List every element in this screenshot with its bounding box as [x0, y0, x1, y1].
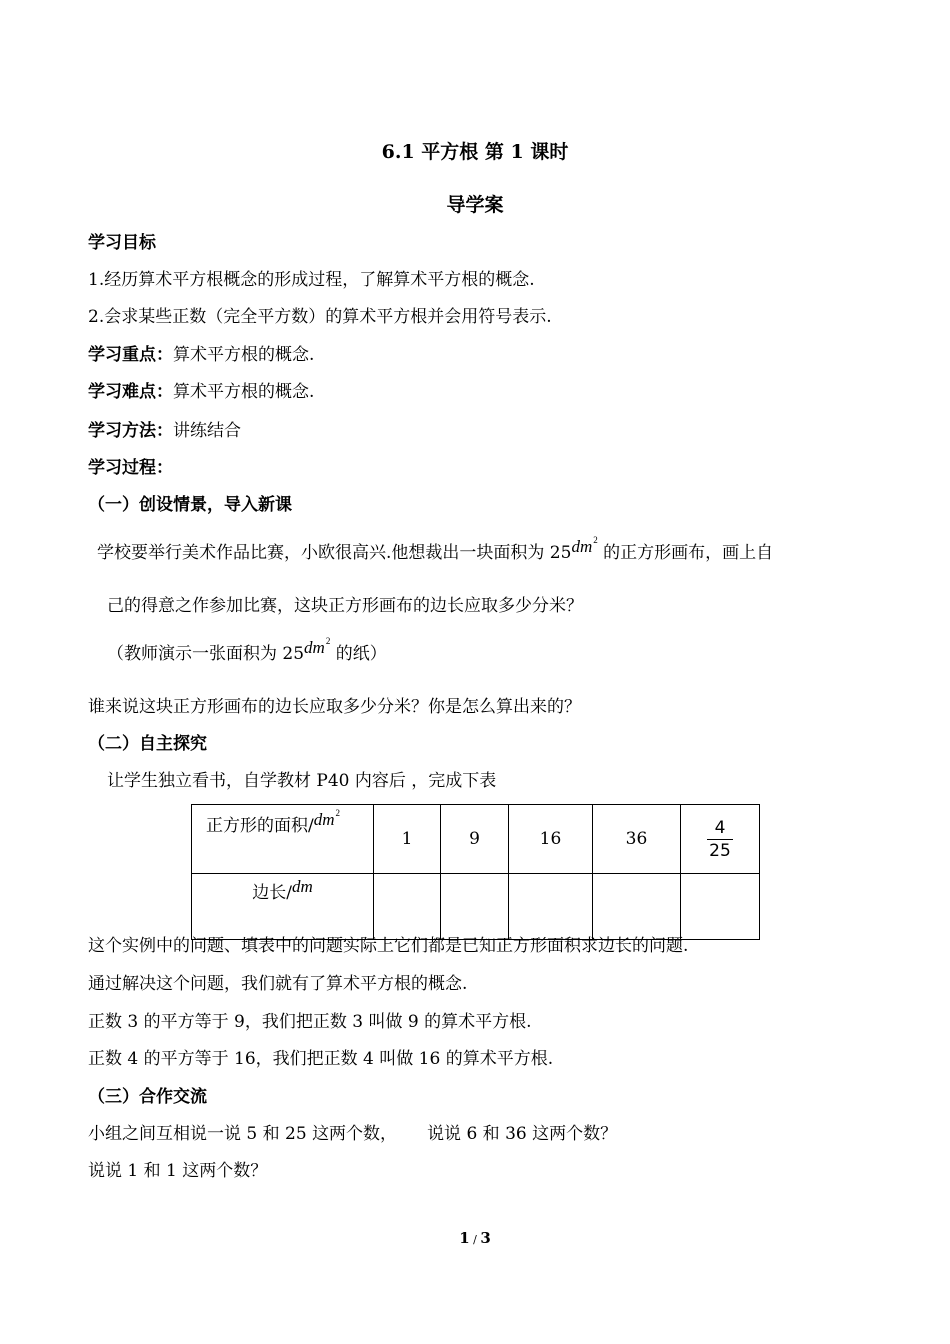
section3-line-2: 说说 1 和 1 这两个数？	[88, 1161, 268, 1181]
section2-heading: （二）自主探究	[88, 734, 207, 754]
section1-question: 谁来说这块正方形画布的边长应取多少分米？你是怎么算出来的？	[88, 697, 581, 717]
page-number: 1 / 3	[459, 1229, 491, 1247]
area-cell: 9	[441, 805, 509, 874]
section1-para2: 己的得意之作参加比赛，这块正方形画布的边长应取多少分米？	[107, 596, 583, 616]
fraction: $\frac{4}{25}$	[709, 817, 731, 861]
page-title: 6.1 平方根 第 1 课时	[381, 141, 569, 163]
side-cell-empty[interactable]	[593, 874, 681, 940]
area-label-cell: 正方形的面积$/dm^2$	[192, 805, 374, 874]
section1-para3	[107, 636, 387, 665]
table-row	[192, 874, 760, 940]
goals-heading: 学习目标	[88, 233, 156, 253]
section3-line-1	[88, 1123, 617, 1145]
table-row	[192, 805, 760, 874]
side-label-cell: 边长/dm	[192, 874, 374, 940]
section1-para3-after: 的纸）	[335, 644, 387, 664]
goal-item-2: 2.会求某些正数（完全平方数）的算术平方根并会用符号表示.	[88, 307, 552, 327]
unit-dm2: $dm^2$	[571, 535, 598, 556]
method	[88, 420, 241, 442]
key-point-text: 算术平方根的概念.	[173, 345, 315, 365]
section2-line-2: 通过解决这个问题，我们就有了算术平方根的概念.	[88, 974, 468, 994]
difficulty	[88, 381, 314, 403]
page-subtitle: 导学案	[446, 194, 504, 216]
section1-para1	[97, 535, 773, 564]
unit-dm2: $dm^2$	[304, 636, 331, 657]
side-cell-empty[interactable]	[509, 874, 593, 940]
unit-dm2: $dm^2$	[313, 808, 341, 829]
area-cell-fraction	[681, 805, 760, 874]
difficulty-label: 学习难点：	[88, 382, 173, 402]
section1-para1-after: 的正方形画布，画上自	[603, 543, 774, 563]
section3-line-1b: 说说 6 和 36 这两个数？	[427, 1124, 618, 1144]
process-heading: 学习过程：	[88, 458, 173, 478]
section2-line-1: 这个实例中的问题、填表中的问题实际上它们都是已知正方形面积求边长的问题.	[88, 936, 689, 956]
area-side-table	[191, 804, 760, 940]
method-label: 学习方法：	[88, 421, 173, 441]
area-cell: 36	[593, 805, 681, 874]
section1-heading: （一）创设情景，导入新课	[88, 495, 292, 515]
section2-line-3: 正数 3 的平方等于 9，我们把正数 3 叫做 9 的算术平方根.	[88, 1012, 532, 1032]
method-text: 讲练结合	[173, 421, 241, 441]
area-cell: 16	[509, 805, 593, 874]
section2-intro: 让学生独立看书，自学教材 P40 内容后 ，完成下表	[107, 771, 497, 791]
section2-line-4: 正数 4 的平方等于 16，我们把正数 4 叫做 16 的算术平方根.	[88, 1049, 554, 1069]
key-point	[88, 344, 314, 366]
section1-para3-before: （教师演示一张面积为 25	[107, 644, 305, 664]
section1-para1-before: 学校要举行美术作品比赛，小欧很高兴.他想裁出一块面积为 25	[97, 543, 572, 563]
area-cell: 1	[374, 805, 441, 874]
key-point-label: 学习重点：	[88, 345, 173, 365]
section3-line-1a: 小组之间互相说一说 5 和 25 这两个数，	[88, 1124, 398, 1144]
unit-dm: dm	[291, 877, 313, 896]
section3-heading: （三）合作交流	[88, 1087, 207, 1107]
side-cell-empty[interactable]	[681, 874, 760, 940]
side-cell-empty[interactable]	[441, 874, 509, 940]
goal-item-1: 1.经历算术平方根概念的形成过程，了解算术平方根的概念.	[88, 270, 535, 290]
side-cell-empty[interactable]	[374, 874, 441, 940]
difficulty-text: 算术平方根的概念.	[173, 382, 315, 402]
